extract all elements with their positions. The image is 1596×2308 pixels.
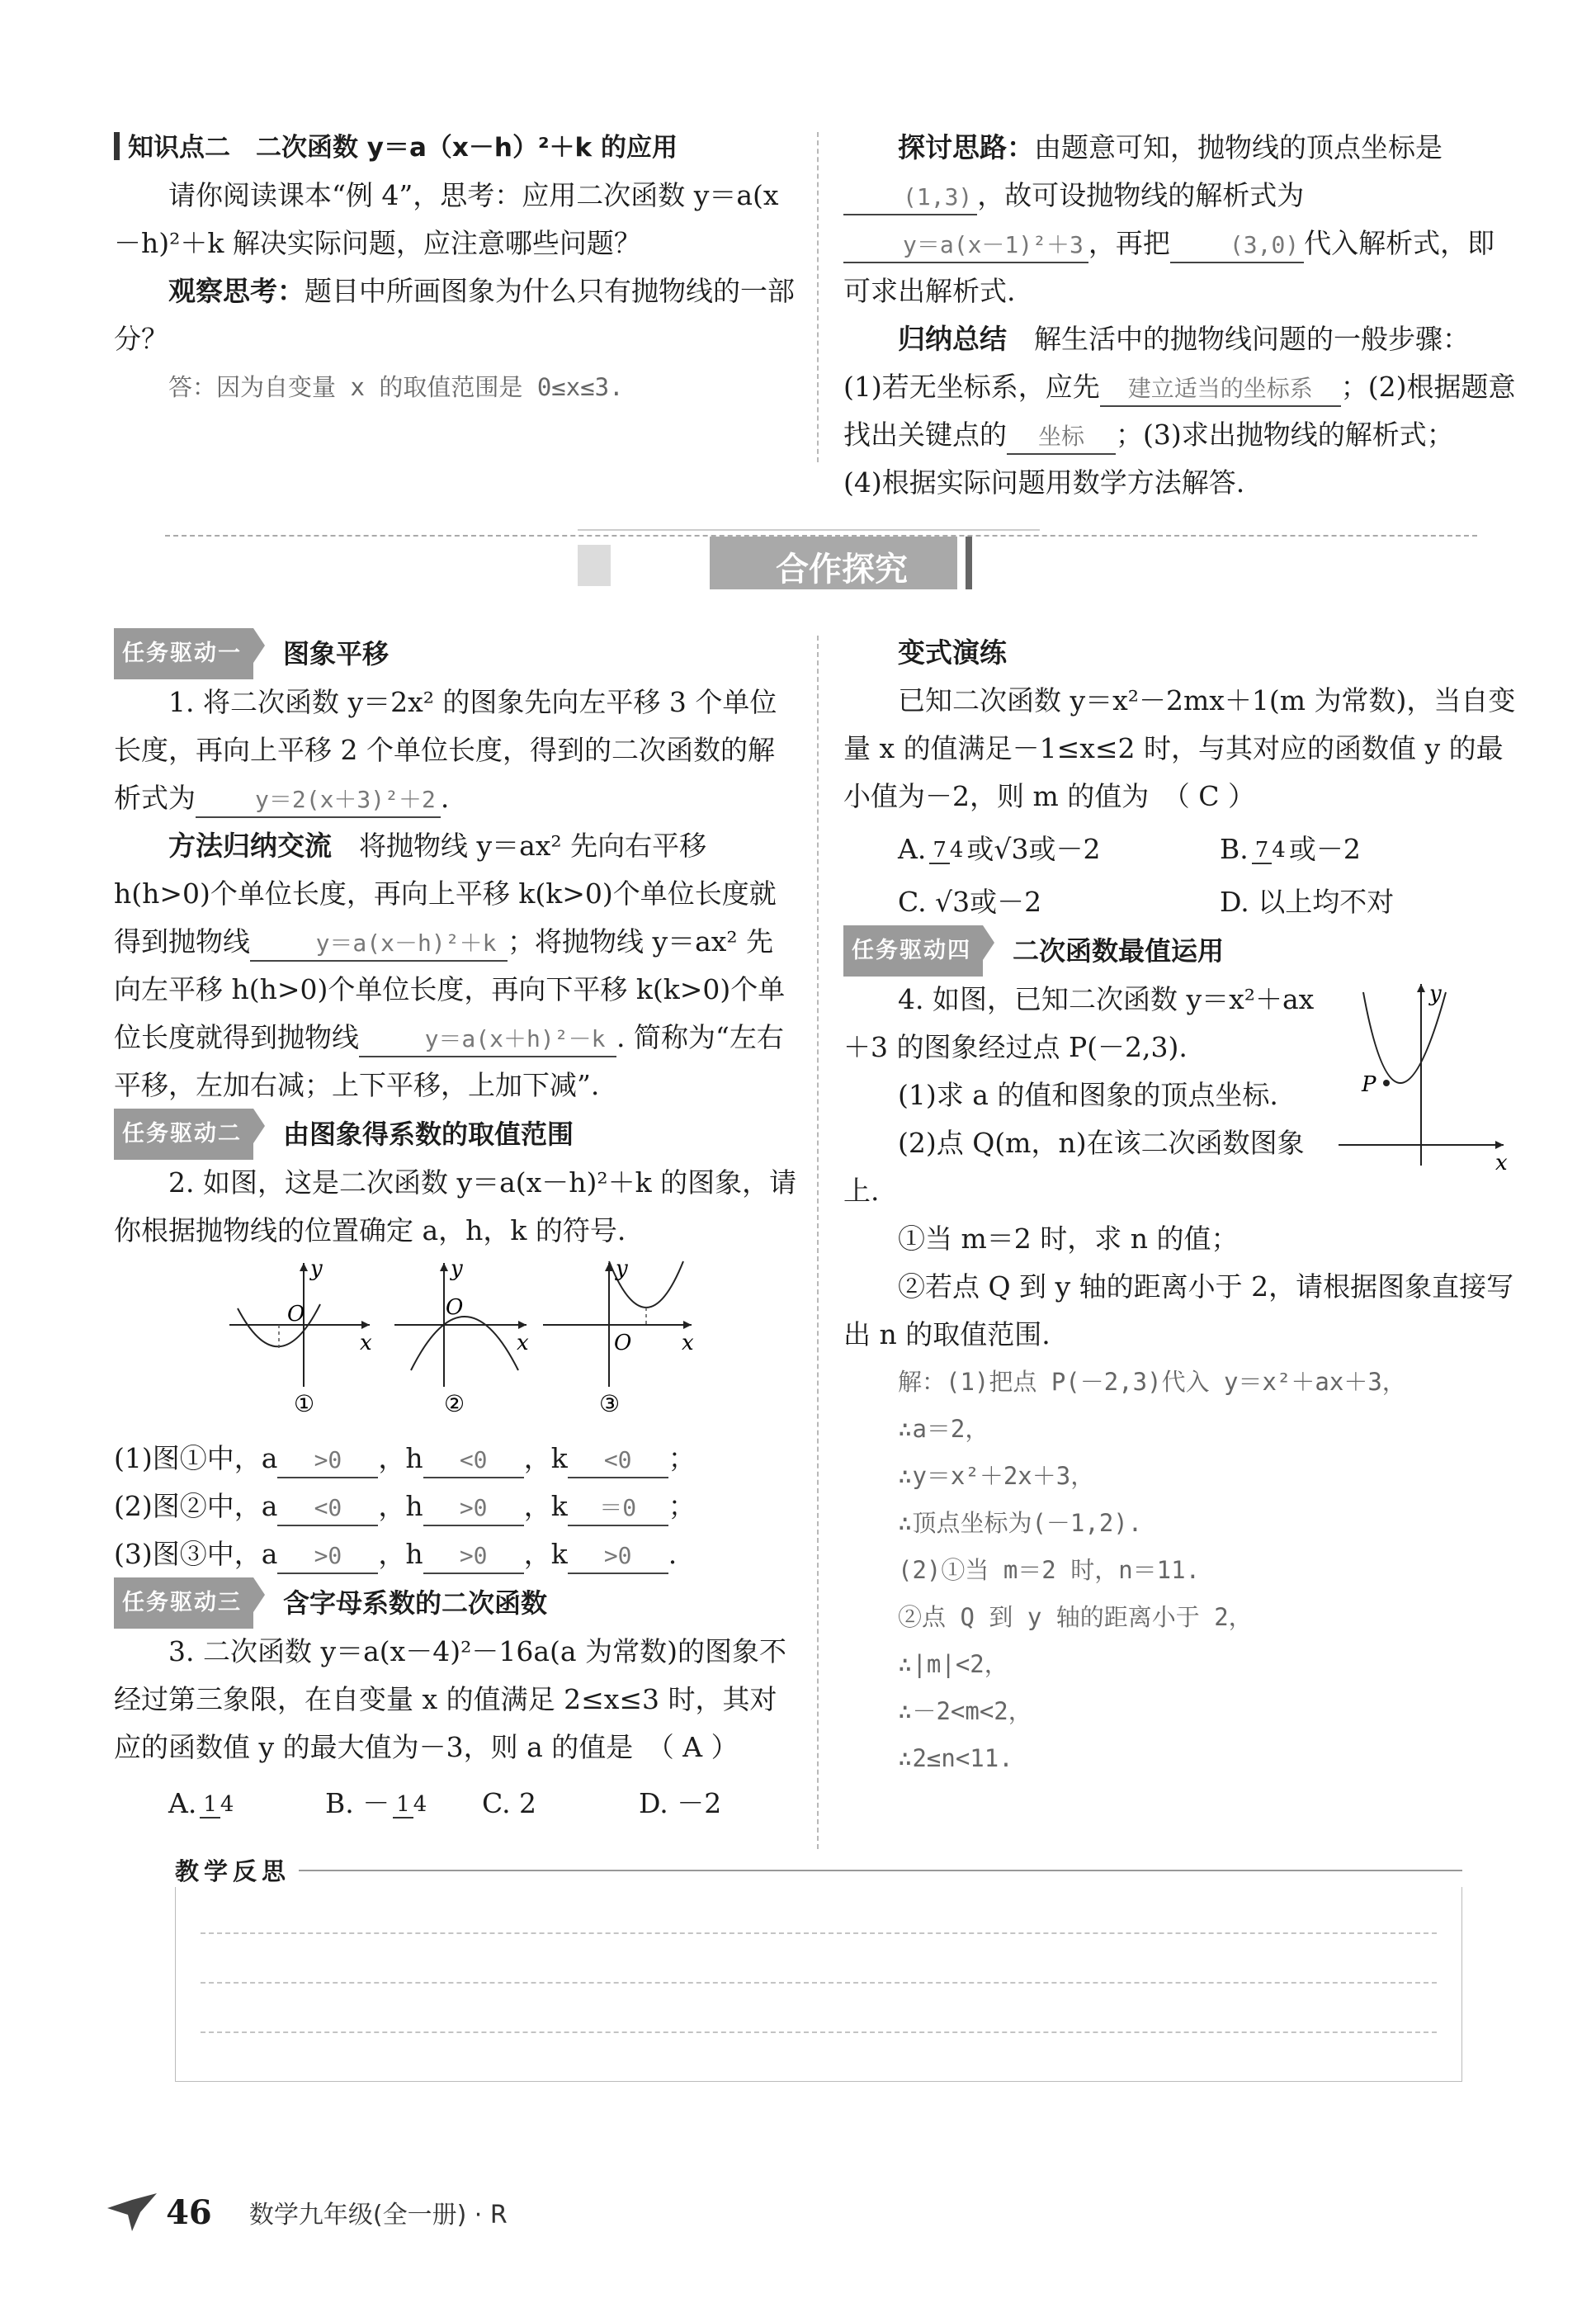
task2-tag: 任务驱动二 — [114, 1109, 253, 1160]
reflection-label: 教学反思 — [175, 1857, 291, 1885]
task4-fig-y: y — [1429, 981, 1442, 1006]
variant-options-ab — [843, 825, 1520, 873]
banner-title: 合作探究 — [776, 551, 908, 589]
task1-tag: 任务驱动一 — [114, 628, 253, 679]
task4-part2a: ①当 m＝2 时，求 n 的值； — [898, 1223, 1239, 1255]
task4-part1: (1)求 a 的值和图象的顶点坐标. — [898, 1079, 1278, 1111]
task3-title: 含字母系数的二次函数 — [283, 1587, 548, 1619]
solution-line: 解：(1)把点 P(－2,3)代入 y＝x²＋ax＋3， — [898, 1368, 1406, 1396]
task3-option-c: C. 2 — [482, 1787, 537, 1819]
reflection-box[interactable] — [175, 1887, 1462, 2082]
task3-header — [114, 1578, 799, 1628]
column-divider-main — [817, 636, 819, 1849]
discuss-blank-formula: y＝a(x－1)²＋3 — [843, 229, 1088, 263]
task4-block — [843, 976, 1520, 1215]
page-number: 46 — [166, 2192, 212, 2232]
task1-method: 方法归纳交流 将抛物线 y＝ax² 先向右平移 h(h>0)个单位长度，再向上平移 k(k>0)个单位长度就得到抛物线 y＝a(x－h)²＋k ；将抛物线 y＝ax² 先向左平移 h(h>0)个单位长度，再向下平移 k(k>0)个单位长度就得到抛物线 y＝a(x＋h)²－k . 简称为“左右平移，左加右减；上下平移，上加下减”. — [114, 830, 786, 1101]
figure-1 — [229, 1256, 372, 1417]
task3-option-d: D. －2 — [639, 1787, 722, 1819]
task3-option-a: A. 1 4 — [168, 1787, 234, 1819]
task1-blank: y＝2(x＋3)²＋2 — [196, 783, 441, 818]
discuss-blank-vertex: (1,3) — [843, 181, 977, 215]
column-divider-top — [817, 132, 819, 462]
variant-question: 已知二次函数 y＝x²－2mx＋1(m 为常数)，当自变量 x 的值满足－1≤x≤2 时，与其对应的函数值 y 的最小值为－2，则 m 的值为 （ C ） — [843, 684, 1516, 812]
summary-blank-coordinate-system: 建立适当的坐标系 — [1100, 372, 1341, 407]
solution-line: ∴y＝x²＋2x＋3， — [898, 1462, 1095, 1490]
task2-question: 2. 如图，这是二次函数 y＝a(x－h)²＋k 的图象，请你根据抛物线的位置确定 a，h，k 的符号. — [114, 1166, 797, 1246]
task4-fig-x: x — [1495, 1151, 1508, 1174]
task4-solution — [843, 1359, 1520, 1782]
task1-question: 1. 将二次函数 y＝2x² 的图象先向左平移 3 个单位长度，再向上平移 2 个单位长度，得到的二次函数的解析式为 y＝2(x＋3)²＋2 . — [114, 679, 799, 822]
task2-title: 由图象得系数的取值范围 — [283, 1119, 574, 1150]
task3-answer: （ A ） — [660, 1731, 739, 1763]
task2-row-2: (2)图②中，a <0 ，h >0 ，k ＝0 ； — [114, 1483, 799, 1530]
variant-option-c: C. √3或－2 — [898, 886, 1042, 918]
task2-figures — [114, 1255, 799, 1420]
solution-line: (2)①当 m＝2 时，n＝11. — [898, 1556, 1201, 1584]
discuss-text: 探讨思路：由题意可知，抛物线的顶点坐标是(1,3) ，故可设抛物线的解析式为y＝a(x－1)²＋3 ，再把 (3,0) 代入解析式，即可求出解析式. — [843, 131, 1495, 307]
discuss-section — [843, 124, 1520, 507]
task4-question: 4. 如图，已知二次函数 y＝x²＋ax＋3 的图象经过点 P(－2,3). — [843, 983, 1315, 1063]
variant-options-cd — [843, 878, 1520, 926]
fig2-origin: O — [446, 1295, 464, 1320]
task2-row-3: (3)图③中，a >0 ，h >0 ，k >0 . — [114, 1530, 799, 1578]
fig3-origin: O — [614, 1331, 632, 1355]
task2-row-1: (1)图①中，a >0 ，h <0 ，k <0 ； — [114, 1435, 799, 1483]
solution-line: ∴|m|<2， — [898, 1650, 1008, 1678]
fig2-label: ② — [444, 1390, 465, 1417]
variant-option-b: B. 7 4 或－2 — [1220, 833, 1361, 865]
page-footer — [107, 2192, 508, 2233]
task3-question: 3. 二次函数 y＝a(x－4)²－16a(a 为常数)的图象不经过第三象限，在自变量 x 的值满足 2≤x≤3 时，其对应的函数值 y 的最大值为－3，则 a 的值是 （ A ） — [114, 1635, 786, 1763]
task4-header — [843, 926, 1520, 976]
figure-3 — [543, 1256, 694, 1417]
discuss-blank-point: (3,0) — [1170, 229, 1304, 263]
solution-line: ∴a＝2， — [898, 1415, 989, 1443]
solution-line: ∴－2<m<2， — [898, 1697, 1032, 1725]
fig2-x-label: x — [517, 1331, 529, 1355]
variant-title: 变式演练 — [898, 636, 1007, 669]
banner-rule — [165, 535, 1477, 537]
fig1-x-label: x — [360, 1331, 372, 1355]
task4-figure — [1339, 976, 1520, 1174]
fig3-x-label: x — [682, 1331, 694, 1355]
book-title: 数学九年级(全一册) · R — [248, 2201, 508, 2230]
task4-tag: 任务驱动四 — [843, 925, 983, 977]
teaching-reflection — [175, 1853, 1462, 2082]
solution-line: ②点 Q 到 y 轴的距离小于 2， — [898, 1603, 1253, 1631]
left-main-column — [114, 629, 799, 1828]
variant-answer: （ C ） — [1176, 780, 1256, 812]
summary-steps: (1)若无坐标系，应先 建立适当的坐标系 ；(2)根据题意找出关键点的 坐标 ；(3)求出抛物线的解析式； — [843, 363, 1520, 459]
task1-method-blank1: y＝a(x－h)²＋k — [250, 927, 508, 962]
task3-options — [114, 1780, 799, 1828]
right-main-column — [843, 629, 1520, 1782]
task1-method-blank2: y＝a(x＋h)²－k — [359, 1023, 616, 1057]
solution-line: ∴顶点坐标为(－1,2). — [898, 1509, 1143, 1537]
fig3-label: ③ — [599, 1390, 621, 1417]
kp2-title: 知识点二 二次函数 y＝a（x－h）²＋k 的应用 — [114, 124, 799, 172]
fig3-y-label: y — [616, 1256, 628, 1281]
summary-step4: (4)根据实际问题用数学方法解答. — [843, 466, 1245, 499]
kp2-observe: 观察思考：题目中所画图象为什么只有抛物线的一部分？ — [114, 275, 795, 355]
solution-line: ∴2≤n<11. — [898, 1744, 1013, 1772]
figure-2 — [394, 1256, 529, 1417]
bird-logo-icon — [107, 2192, 157, 2233]
variant-option-a: A. 7 4 或√3或－2 — [898, 833, 1101, 865]
task4-title: 二次函数最值运用 — [1013, 935, 1225, 967]
task1-header — [114, 629, 799, 679]
summary-blank-coords: 坐标 — [1007, 420, 1116, 455]
fig2-y-label: y — [451, 1256, 463, 1281]
kp2-read: 请你阅读课本“例 4”，思考：应用二次函数 y＝a(x－h)²＋k 解决实际问题，应注意哪些问题？ — [114, 179, 779, 259]
task4-fig-p: P — [1362, 1072, 1376, 1097]
task4-part2b: ②若点 Q 到 y 轴的距离小于 2，请根据图象直接写出 n 的取值范围. — [843, 1270, 1514, 1350]
task1-title: 图象平移 — [283, 638, 390, 669]
task4-part2: (2)点 Q(m，n)在该二次函数图象上. — [843, 1127, 1305, 1207]
fig1-origin: O — [287, 1302, 305, 1327]
fig1-label: ① — [294, 1390, 315, 1417]
variant-option-d: D. 以上均不对 — [1220, 886, 1395, 918]
task2-header — [114, 1109, 799, 1159]
summary-text: 归纳总结 解生活中的抛物线问题的一般步骤： — [898, 323, 1470, 355]
kp2-answer: 答：因为自变量 x 的取值范围是 0≤x≤3. — [168, 373, 624, 401]
knowledge-point-2 — [114, 124, 799, 411]
task3-option-b: B. － 1 4 — [325, 1787, 427, 1819]
fig1-y-label: y — [310, 1256, 323, 1281]
task3-tag: 任务驱动三 — [114, 1577, 253, 1629]
